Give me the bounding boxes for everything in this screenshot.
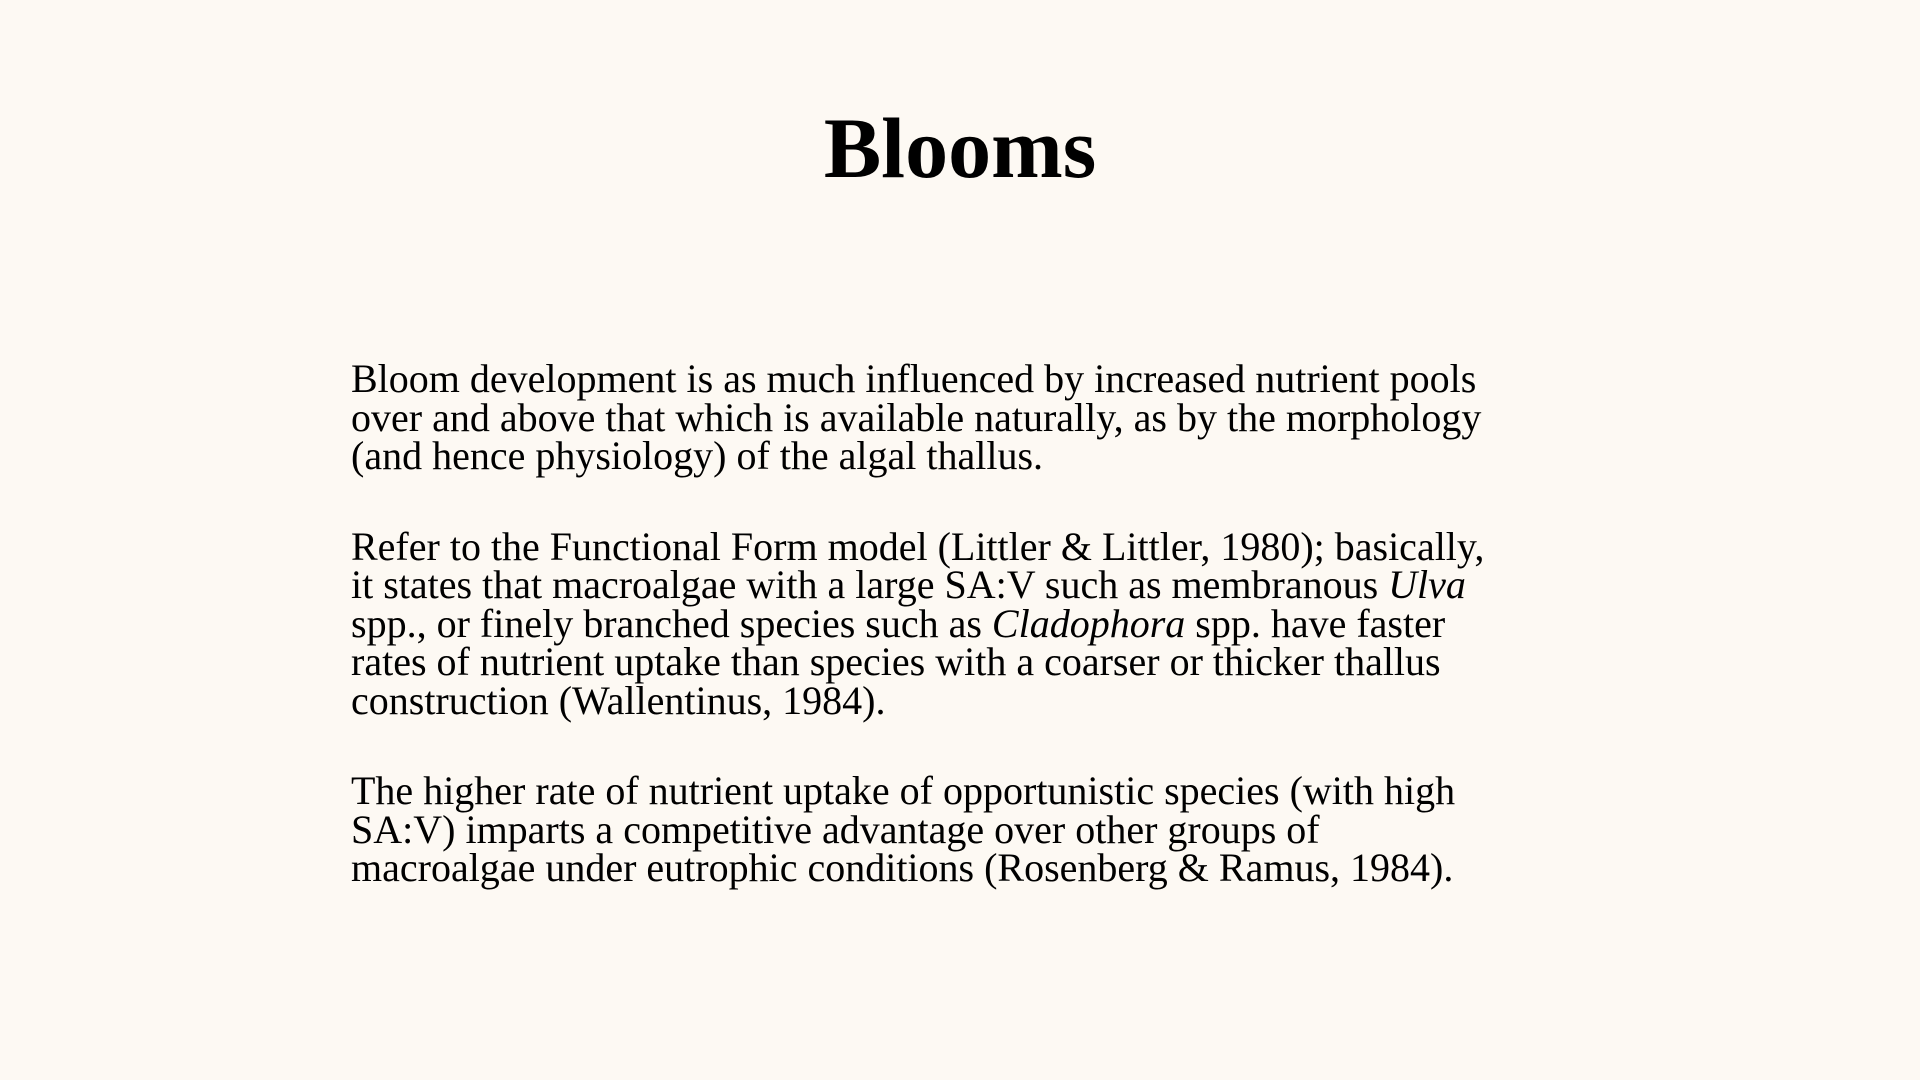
text-span: over and above that which is available naturally, as by the morphology [351, 394, 1482, 440]
paragraph-functional-form-model [351, 523, 1611, 723]
slide-title: Blooms [823, 100, 1097, 196]
text-line [351, 562, 1611, 607]
text-span: macroalgae under eutrophic conditions (Rosenberg & Ramus, 1984). [351, 845, 1454, 890]
text-span: SA:V) imparts a competitive advantage over other groups of [351, 806, 1320, 852]
slide-body [351, 356, 1611, 890]
species-name-cladophora: Cladophora [991, 600, 1186, 646]
text-line [351, 639, 1611, 684]
species-name-ulva: Ulva [1388, 562, 1466, 607]
paragraph-bloom-development [351, 356, 1611, 478]
paragraph-competitive-advantage [351, 768, 1611, 890]
text-span: (and hence physiology) of the algal thallus. [351, 433, 1044, 478]
text-span: it states that macroalgae with a large SA:V such as membranous [351, 562, 1389, 607]
text-span: Bloom development is as much influenced by increased nutrient pools [351, 356, 1477, 401]
text-line [351, 806, 1611, 852]
text-line [351, 394, 1611, 440]
text-line [351, 433, 1611, 478]
text-span: spp., or finely branched species such as [351, 600, 992, 646]
text-span: spp. have faster [1185, 600, 1446, 646]
text-span: Refer to the Functional Form model (Littler & Littler, 1980); basically, [351, 523, 1485, 569]
text-line [351, 768, 1611, 813]
text-line [351, 356, 1611, 401]
text-line [351, 845, 1611, 890]
text-span: construction (Wallentinus, 1984). [351, 677, 886, 723]
text-span: The higher rate of nutrient uptake of opportunistic species (with high [351, 768, 1456, 813]
text-span: rates of nutrient uptake than species with a coarser or thicker thallus [351, 639, 1441, 684]
text-line [351, 677, 1611, 723]
text-line [351, 523, 1611, 569]
text-line [351, 600, 1611, 646]
